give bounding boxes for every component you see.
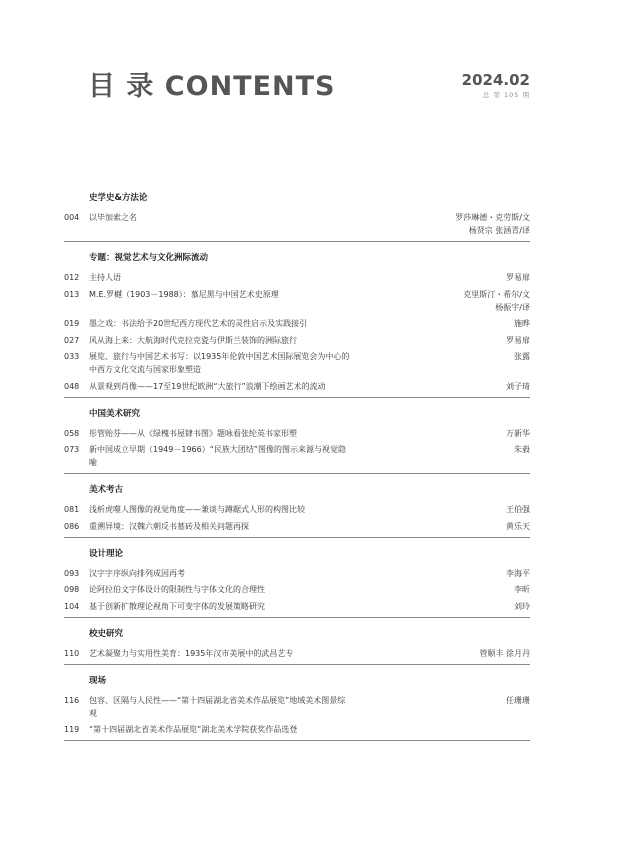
page-number: 027 <box>64 335 80 345</box>
article-author: 万新华 <box>506 428 530 438</box>
page-number: 081 <box>64 505 80 514</box>
section-title: 校史研究 <box>89 628 124 639</box>
section-title: 史学史&方法论 <box>89 193 148 203</box>
page-number: 086 <box>64 521 80 531</box>
article-title: 艺术凝聚力与实用性美育：1935年汉市美展中的武昌艺专 <box>89 648 294 658</box>
article-title: 从景观到肖像——17至19世纪欧洲“大旅行”浪潮下绘画艺术的流动 <box>89 381 326 391</box>
toc-section <box>64 675 530 742</box>
toc-section <box>64 484 530 538</box>
article-author: 刘玲 <box>514 601 530 611</box>
page-number: 012 <box>64 273 80 282</box>
page-number: 073 <box>64 445 80 454</box>
article-title: 汉字字序纵向排列成因再考 <box>89 568 185 578</box>
toc-entry[interactable] <box>64 723 530 736</box>
page-number: 110 <box>64 648 80 658</box>
toc-section <box>64 548 530 618</box>
section-title: 现场 <box>89 675 107 686</box>
section-divider <box>64 617 530 618</box>
toc-entry[interactable] <box>64 647 530 660</box>
article-author: 李海平 <box>506 568 530 578</box>
article-author: 罗易扉 <box>506 273 530 282</box>
toc-section <box>64 628 530 665</box>
article-author: 管顺丰 徐月丹 <box>479 648 530 658</box>
article-author: 刘子琦 <box>506 381 530 391</box>
article-author: 罗易扉 <box>506 335 530 345</box>
toc-entry[interactable] <box>64 520 530 533</box>
issue-date: 2024.02 <box>461 71 530 89</box>
toc-entry[interactable] <box>64 317 530 330</box>
article-author: 李昕 <box>514 585 530 594</box>
toc-entry[interactable] <box>64 583 530 596</box>
article-author: 黄乐天 <box>506 521 530 531</box>
article-author: 克里斯汀・希尔/文 杨振宇/译 <box>463 289 530 312</box>
toc-entry[interactable] <box>64 503 530 516</box>
section-divider <box>64 241 530 242</box>
article-title: 墨之戏：书法给予20世纪西方现代艺术的灵性启示及实践接引 <box>89 319 308 328</box>
page-number: 048 <box>64 381 80 391</box>
toc-entry[interactable] <box>64 380 530 393</box>
toc-entry[interactable] <box>64 427 530 440</box>
toc-entry[interactable] <box>64 211 530 237</box>
toc-section <box>64 408 530 475</box>
article-title: 包容、区隔与人民性——“第十四届湖北省美术作品展览”地域美术图景综观 <box>89 695 346 718</box>
section-title: 中国美术研究 <box>89 408 141 419</box>
toc-entry[interactable] <box>64 694 530 720</box>
article-author: 罗莎琳德・克劳斯/文 杨贤宗 张涵青/译 <box>455 213 530 235</box>
page-number: 093 <box>64 568 80 578</box>
article-author: 施晔 <box>514 319 530 328</box>
toc-section <box>64 192 530 242</box>
article-title: 新中国成立早期（1949－1966）“民族大团结”图像的图示来源与视觉隐喻 <box>89 445 347 467</box>
article-title: 风从海上来：大航海时代克拉克瓷与伊斯兰装饰的洲际旅行 <box>89 335 297 345</box>
page-number: 019 <box>64 319 80 328</box>
article-author <box>351 723 530 736</box>
toc-entry[interactable] <box>64 271 530 284</box>
page-number: 058 <box>64 428 80 438</box>
page-number: 116 <box>64 695 80 705</box>
section-divider <box>64 397 530 398</box>
article-title: 展览、旅行与中国艺术书写：以1935年伦敦中国艺术国际展览会为中心的中西方文化交流与国家形象塑造 <box>89 352 350 374</box>
section-divider <box>64 740 530 741</box>
page-title: 目 录 CONTENTS <box>88 71 336 102</box>
article-title: M.E.罗樾（1903－1988）：慕尼黑与中国艺术史原理 <box>89 289 279 299</box>
toc-entry[interactable] <box>64 350 530 376</box>
article-title: 主持人语 <box>89 273 121 282</box>
article-title: “第十四届湖北省美术作品展览”湖北美术学院获奖作品选登 <box>89 725 298 734</box>
article-author: 王伯强 <box>506 505 530 514</box>
page-number: 033 <box>64 352 80 361</box>
toc-entry[interactable] <box>64 334 530 347</box>
article-author: 任珊珊 <box>506 695 530 705</box>
issue-number: 总 第 105 期 <box>482 91 530 99</box>
article-title: 重溯异境：汉魏六朝反书墓砖及相关问题再探 <box>89 521 249 531</box>
page-number: 013 <box>64 289 80 299</box>
issue-info <box>462 71 530 99</box>
toc-entry[interactable] <box>64 443 530 469</box>
section-title: 专题：视觉艺术与文化洲际流动 <box>89 253 209 263</box>
page-number: 104 <box>64 601 80 611</box>
toc-section <box>64 252 530 398</box>
toc-entry[interactable] <box>64 600 530 613</box>
article-title: 以毕加索之名 <box>89 213 137 222</box>
article-title: 基于创新扩散理论视角下可变字体的发展策略研究 <box>89 601 265 611</box>
article-author: 张露 <box>514 352 530 361</box>
section-divider <box>64 537 530 538</box>
article-title: 彤管贻芬——从《绿槐书屋肄书图》题咏看张纶英书家形塑 <box>89 428 297 438</box>
section-divider <box>64 664 530 665</box>
article-author: 朱毅 <box>514 445 530 454</box>
toc-entry[interactable] <box>64 288 530 314</box>
page-number: 119 <box>64 725 80 734</box>
page-number: 004 <box>64 213 80 222</box>
page-number: 098 <box>64 585 80 594</box>
article-title: 浅析虎噬人图像的视觉角度——兼谈与蹲踞式人形的构图比较 <box>89 505 305 514</box>
toc-entry[interactable] <box>64 567 530 580</box>
section-title: 设计理论 <box>89 548 124 559</box>
article-title: 论阿拉伯文字体设计的限制性与字体文化的合理性 <box>89 585 265 594</box>
section-title: 美术考古 <box>89 485 124 495</box>
table-of-contents <box>64 192 530 751</box>
section-divider <box>64 473 530 474</box>
